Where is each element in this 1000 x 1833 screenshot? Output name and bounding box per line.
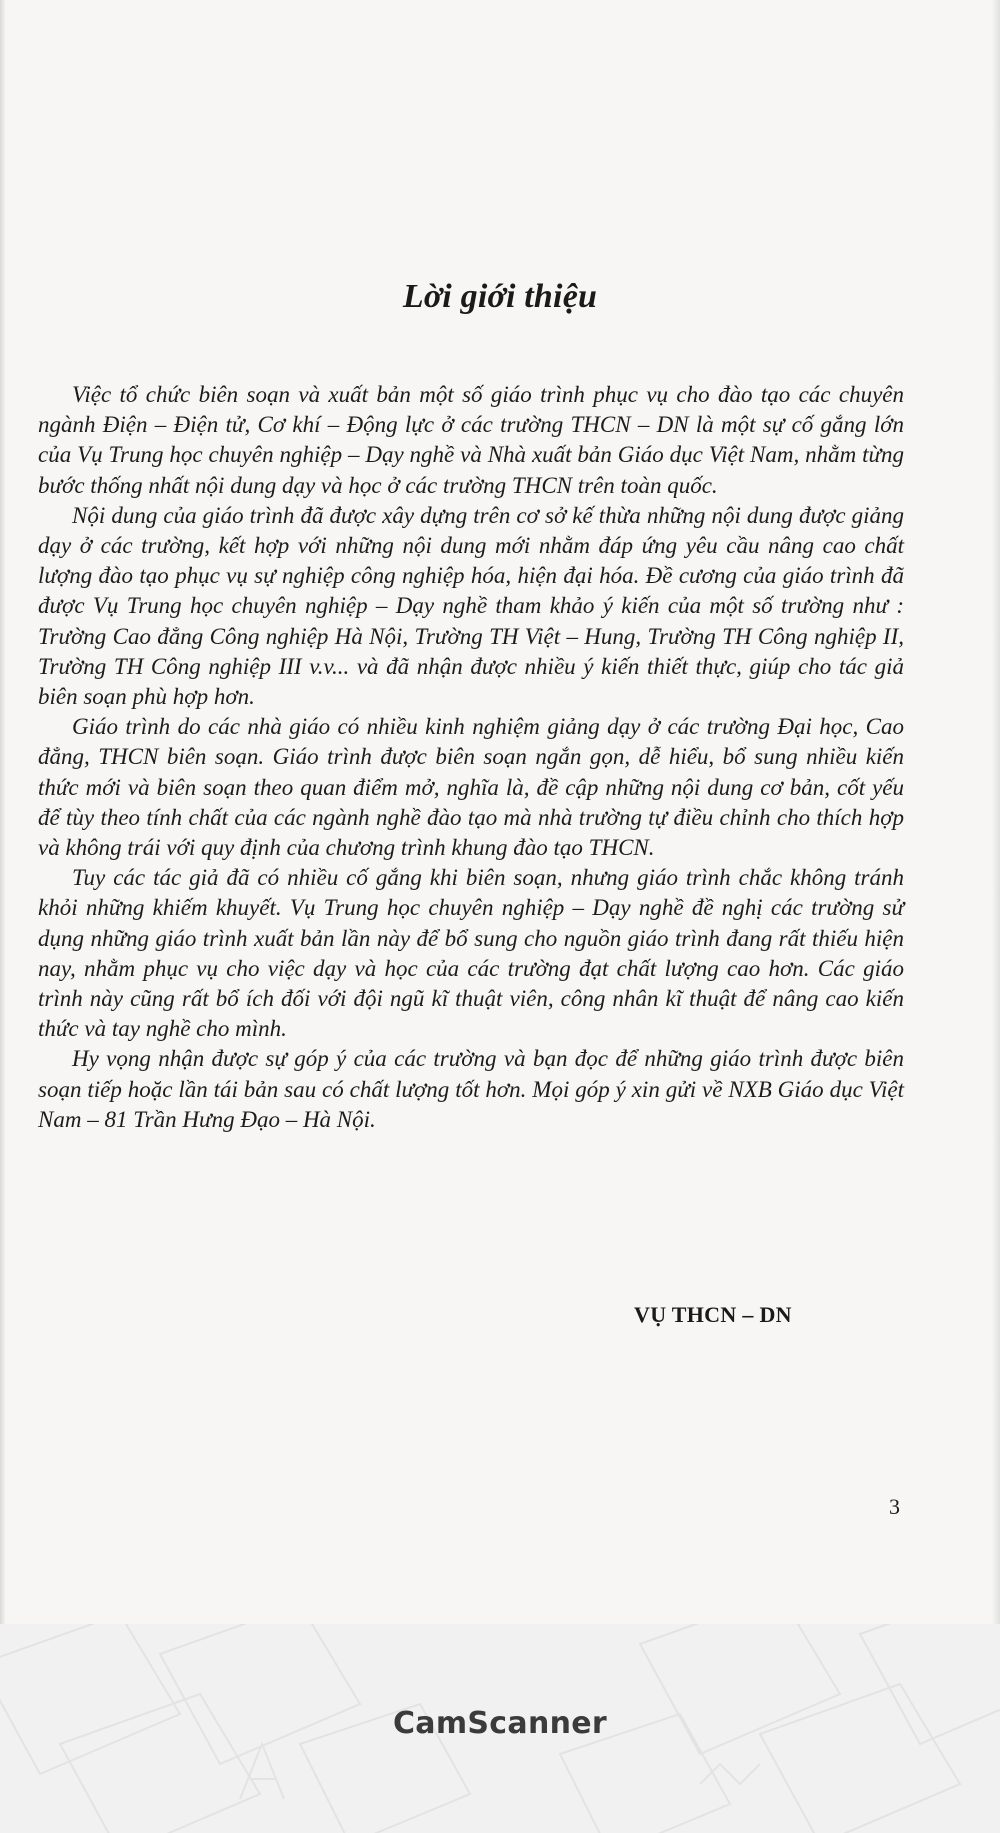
page-title: Lời giới thiệu xyxy=(402,278,598,315)
signature: VỤ THCN – DN xyxy=(634,1302,792,1327)
paragraph-1: Việc tổ chức biên soạn và xuất bản một số giáo trình phục vụ cho đào tạo các chuyên ngành Điện – Điện tử, Cơ khí – Động lực ở các trường THCN – DN là một sự cố gắng lớn của Vụ Trung học chuyên nghiệp – Dạy nghề và Nhà xuất bản Giáo dục Việt Nam, nhằm từng bước thống nhất nội dung dạy và học ở các trường THCN trên toàn quốc. xyxy=(38,382,904,498)
paragraph-4: Tuy các tác giả đã có nhiều cố gắng khi biên soạn, nhưng giáo trình chắc không tránh khỏi những khiếm khuyết. Vụ Trung học chuyên nghiệp – Dạy nghề đề nghị các trường sử dụng những giáo trình xuất bản lần này để bổ sung cho nguồn giáo trình đang rất thiếu hiện nay, nhằm phục vụ cho việc dạy và học của các trường đạt chất lượng cao hơn. Các giáo trình này cũng rất bổ ích đối với đội ngũ kĩ thuật viên, công nhân kĩ thuật để nâng cao kiến thức và tay nghề cho mình. xyxy=(38,865,904,1042)
camscanner-brand: CamScanner xyxy=(392,1706,607,1741)
paragraph-5: Hy vọng nhận được sự góp ý của các trường và bạn đọc để những giáo trình được biên soạn tiếp hoặc lần tái bản sau có chất lượng tốt hơn. Mọi góp ý xin gửi về NXB Giáo dục Việt Nam – 81 Trần Hưng Đạo – Hà Nội. xyxy=(38,1046,904,1132)
paragraph-2: Nội dung của giáo trình đã được xây dựng trên cơ sở kế thừa những nội dung được giảng dạy ở các trường, kết hợp với những nội dung mới nhằm đáp ứng yêu cầu nâng cao chất lượng đào tạo phục vụ sự nghiệp công nghiệp hóa, hiện đại hóa. Đề cương của giáo trình đã được Vụ Trung học chuyên nghiệp – Dạy nghề tham khảo ý kiến của một số trường như : Trường Cao đẳng Công nghiệp Hà Nội, Trường TH Việt – Hung, Trường TH Công nghiệp II, Trường TH Công nghiệp III v.v... và đã nhận được nhiều ý kiến thiết thực, giúp cho tác giả biên soạn phù hợp hơn. xyxy=(38,502,904,710)
document-body xyxy=(38,380,904,1135)
paragraph-3: Giáo trình do các nhà giáo có nhiều kinh nghiệm giảng dạy ở các trường Đại học, Cao đẳng, THCN biên soạn. Giáo trình được biên soạn ngắn gọn, dễ hiểu, bổ sung nhiều kiến thức mới và biên soạn theo quan điểm mở, nghĩa là, đề cập những nội dung cơ bản, cốt yếu để tùy theo tính chất của các ngành nghề đào tạo mà nhà trường tự điều chỉnh cho thích hợp và không trái với quy định của chương trình khung đào tạo THCN. xyxy=(38,714,904,861)
scanner-footer xyxy=(0,1624,1000,1833)
page-number: 3 xyxy=(889,1494,900,1519)
